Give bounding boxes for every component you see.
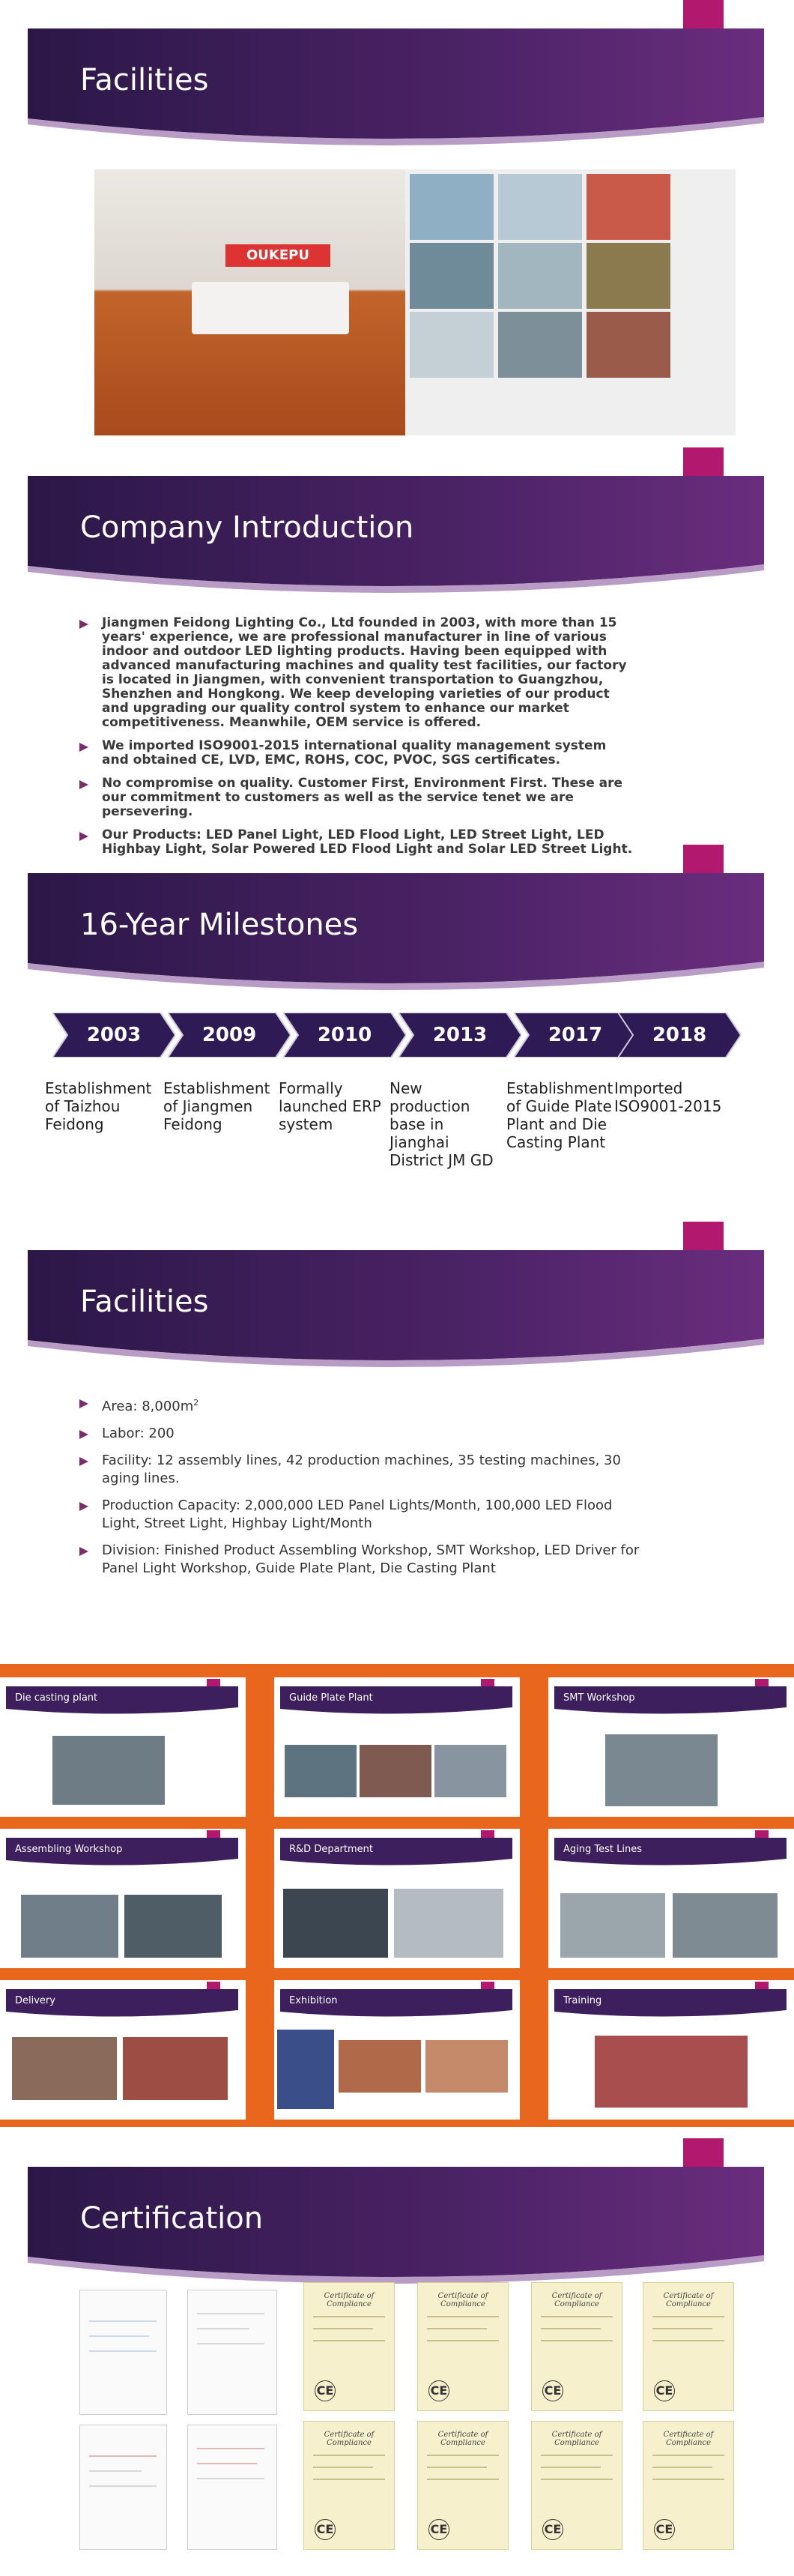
company-logo: OUKEPU: [225, 244, 330, 267]
text-line: [313, 2455, 385, 2456]
workshop-photo: [21, 1895, 118, 1958]
workshop-photo: [285, 1745, 357, 1797]
facts-bullet: Facility: 12 assembly lines, 42 production machines, 35 testing machines, 30 aging lines.: [79, 1452, 649, 1488]
ce-mark: CE: [315, 2519, 336, 2540]
panel-title: Exhibition: [289, 1995, 338, 2006]
test-report: [79, 2425, 167, 2550]
ce-certificate: [303, 2421, 395, 2550]
text-line: [313, 2316, 385, 2317]
facts-bullet: [79, 1394, 649, 1416]
workshop-panel: [0, 1677, 246, 1817]
workshop-photo: [12, 2037, 117, 2100]
milestone-year: 2003: [86, 1024, 142, 1046]
ce-mark: CE: [315, 2380, 336, 2401]
workshop-grid: [0, 1664, 794, 2127]
text-line: [541, 2340, 613, 2341]
facilities-facts: [79, 1394, 649, 1587]
workshop-photo: [277, 2030, 334, 2109]
ce-certificate: [417, 2282, 509, 2411]
milestone-description: New production base in Jianghai District JM GD: [390, 1079, 494, 1169]
ce-certificate: [643, 2282, 734, 2411]
panel-title: R&D Department: [289, 1844, 373, 1855]
photo-cell: [498, 174, 582, 240]
panel-title: SMT Workshop: [563, 1692, 635, 1704]
workshop-photo: [595, 2036, 748, 2108]
milestone-chevron: [398, 1013, 521, 1058]
text-line: [541, 2455, 613, 2456]
intro-bullet: No compromise on quality. Customer First, Environment First. These are our commitment to customers as well as the service tenet we are persevering.: [79, 776, 634, 819]
facts-bullet: Labor: 200: [79, 1425, 649, 1443]
text-line: [541, 2316, 613, 2317]
panel-header: [554, 1989, 787, 2018]
text-line: [197, 2478, 264, 2479]
text-line: [652, 2467, 712, 2468]
page-title: Facilities: [80, 63, 209, 97]
milestone-year: 2009: [201, 1024, 257, 1046]
text-line: [197, 2463, 257, 2464]
panel-header: [6, 1989, 238, 2018]
milestones-banner: [28, 873, 764, 993]
facts-bullet: Production Capacity: 2,000,000 LED Panel Lights/Month, 100,000 LED Flood Light, Street Light, Highbay Light/Month: [79, 1497, 649, 1533]
ce-mark: CE: [542, 2380, 563, 2401]
workshop-photo: [52, 1736, 165, 1805]
ce-mark: CE: [542, 2519, 563, 2540]
workshop-photo: [560, 1893, 665, 1958]
ce-certificate: [531, 2421, 622, 2550]
text-line: [197, 2328, 249, 2329]
workshop-photo: [394, 1889, 503, 1958]
workshop-panel: [548, 1980, 794, 2120]
ce-certificate: [417, 2421, 509, 2550]
text-line: [652, 2328, 712, 2329]
text-line: [541, 2467, 601, 2468]
iso-certificate: [79, 2290, 167, 2415]
milestone-chevron: [168, 1013, 291, 1058]
panel-header: [6, 1686, 238, 1715]
workshop-photo-grid: [405, 169, 736, 435]
workshop-panel: [0, 1980, 246, 2120]
panel-title: Aging Test Lines: [563, 1844, 642, 1855]
workshop-photo: [434, 1745, 506, 1797]
workshop-photo: [360, 1745, 431, 1797]
intro-bullet: Jiangmen Feidong Lighting Co., Ltd founded in 2003, with more than 15 years' experience, we are professional manufacturer in line of various indoor and outdoor LED lighting products. Having been equipped with advanced manufacturing machines and quality test facilities, our factory is located in Jiangmen, with convenient transportation to Guangzhou, Shenzhen and Hongkong. We keep developing varieties of our product and upgrading our quality control system to enhance our market competitiveness. Meanwhile, OEM service is offered.: [79, 616, 634, 730]
ce-mark: CE: [428, 2380, 449, 2401]
text-line: [89, 2320, 157, 2322]
text-line: [652, 2340, 724, 2341]
text-line: [197, 2313, 264, 2314]
milestone-year: 2018: [652, 1024, 707, 1046]
workshop-photo: [425, 2040, 508, 2093]
photo-cell: [410, 174, 494, 240]
ce-certificate: [643, 2421, 734, 2550]
facilities-banner: [28, 1250, 764, 1370]
text-line: [427, 2479, 499, 2480]
workshop-panel: [274, 1829, 520, 1968]
panel-header: [554, 1838, 787, 1866]
workshop-photo: [339, 2040, 421, 2093]
photo-cell: [587, 174, 670, 240]
reception-desk: [192, 282, 349, 334]
ce-certificate: [303, 2282, 395, 2411]
milestone-description: Establishment of Taizhou Feidong: [45, 1079, 152, 1133]
panel-header: [280, 1686, 512, 1715]
workshop-panel: [548, 1677, 794, 1817]
section-title: Facilities: [80, 1285, 209, 1319]
text-line: [313, 2328, 373, 2329]
workshop-photo: [124, 1895, 222, 1958]
text-line: [652, 2455, 724, 2456]
workshop-panel: [274, 1980, 520, 2120]
ce-mark: CE: [654, 2380, 675, 2401]
text-line: [89, 2470, 142, 2472]
text-line: [197, 2343, 264, 2344]
text-line: [427, 2467, 487, 2468]
milestone-year: 2017: [548, 1024, 603, 1046]
text-line: [313, 2467, 373, 2468]
photo-cell: [498, 243, 582, 309]
milestone-chevron: [52, 1013, 175, 1058]
panel-header: [554, 1686, 787, 1715]
certificate-title: Certificate of Compliance: [324, 2292, 375, 2308]
milestone-description: Establishment of Guide Plate Plant and Die Casting Plant: [506, 1079, 613, 1151]
section-title: Certification: [80, 2201, 264, 2236]
panel-title: Guide Plate Plant: [289, 1692, 373, 1704]
panel-header: [6, 1838, 238, 1866]
facility-photo-collage: [94, 169, 736, 435]
text-line: [427, 2328, 487, 2329]
section-title: Company Introduction: [80, 510, 414, 545]
sgs-certificate: [187, 2290, 277, 2415]
facts-bullet: Division: Finished Product Assembling Workshop, SMT Workshop, LED Driver for Panel Light Workshop, Guide Plate Plant, Die Casting Plant: [79, 1542, 649, 1578]
text-line: [652, 2479, 724, 2480]
area-text: Area: 8,000m: [102, 1399, 194, 1414]
milestone-chevron: [283, 1013, 406, 1058]
certificate-title: Certificate of Compliance: [551, 2431, 602, 2447]
text-line: [652, 2316, 724, 2317]
intro-text: [79, 616, 634, 866]
certification-banner: [28, 2167, 764, 2287]
section-title: 16-Year Milestones: [80, 908, 359, 942]
certificate-title: Certificate of Compliance: [663, 2431, 714, 2447]
text-line: [89, 2350, 157, 2352]
certificate-title: Certificate of Compliance: [437, 2292, 488, 2308]
text-line: [427, 2455, 499, 2456]
panel-title: Training: [563, 1995, 602, 2006]
area-unit-superscript: 2: [193, 1398, 199, 1408]
text-line: [197, 2448, 264, 2449]
intro-banner: [28, 476, 764, 596]
photo-cell: [587, 243, 670, 309]
certificate-title: Certificate of Compliance: [663, 2292, 714, 2308]
ce-mark: CE: [428, 2519, 449, 2540]
milestone-description: Imported ISO9001-2015: [614, 1079, 722, 1115]
intro-bullet: We imported ISO9001-2015 international quality management system and obtained CE, LVD, EMC, ROHS, COC, PVOC, SGS certificates.: [79, 739, 634, 767]
text-line: [541, 2328, 601, 2329]
text-line: [427, 2340, 499, 2341]
milestone-year: 2013: [432, 1024, 488, 1046]
workshop-panel: [274, 1677, 520, 1817]
reception-photo: [94, 169, 405, 435]
text-line: [89, 2455, 157, 2457]
photo-cell: [587, 312, 670, 378]
milestone-year: 2010: [317, 1024, 372, 1046]
text-line: [541, 2479, 613, 2480]
milestone-description: Establishment of Jiangmen Feidong: [163, 1079, 270, 1133]
certificate-title: Certificate of Compliance: [551, 2292, 602, 2308]
milestone-chevron: [618, 1013, 741, 1058]
workshop-panel: [548, 1829, 794, 1968]
certificate-title: Certificate of Compliance: [324, 2431, 375, 2447]
panel-header: [280, 1838, 512, 1866]
text-line: [427, 2316, 499, 2317]
ce-certificate: [531, 2282, 622, 2411]
workshop-photo: [673, 1893, 778, 1958]
workshop-photo: [283, 1889, 388, 1958]
milestone-description: Formally launched ERP system: [279, 1079, 381, 1133]
text-line: [89, 2335, 149, 2337]
facilities-top-banner: [28, 28, 764, 148]
text-line: [313, 2479, 385, 2480]
workshop-photo: [123, 2037, 228, 2100]
certificate-title: Certificate of Compliance: [437, 2431, 488, 2447]
text-line: [313, 2340, 385, 2341]
photo-cell: [410, 243, 494, 309]
text-line: [89, 2485, 157, 2487]
pvoc-certificate: [187, 2425, 277, 2550]
intro-bullet: Our Products: LED Panel Light, LED Flood Light, LED Street Light, LED Highbay Light, Solar Powered LED Flood Light and Solar LED Street Light.: [79, 828, 634, 857]
panel-header: [280, 1989, 512, 2018]
ce-mark: CE: [654, 2519, 675, 2540]
panel-title: Delivery: [15, 1995, 55, 2006]
panel-title: Assembling Workshop: [15, 1844, 123, 1855]
panel-title: Die casting plant: [15, 1692, 98, 1704]
workshop-photo: [605, 1734, 718, 1806]
workshop-panel: [0, 1829, 246, 1968]
photo-cell: [498, 312, 582, 378]
photo-cell: [410, 312, 494, 378]
